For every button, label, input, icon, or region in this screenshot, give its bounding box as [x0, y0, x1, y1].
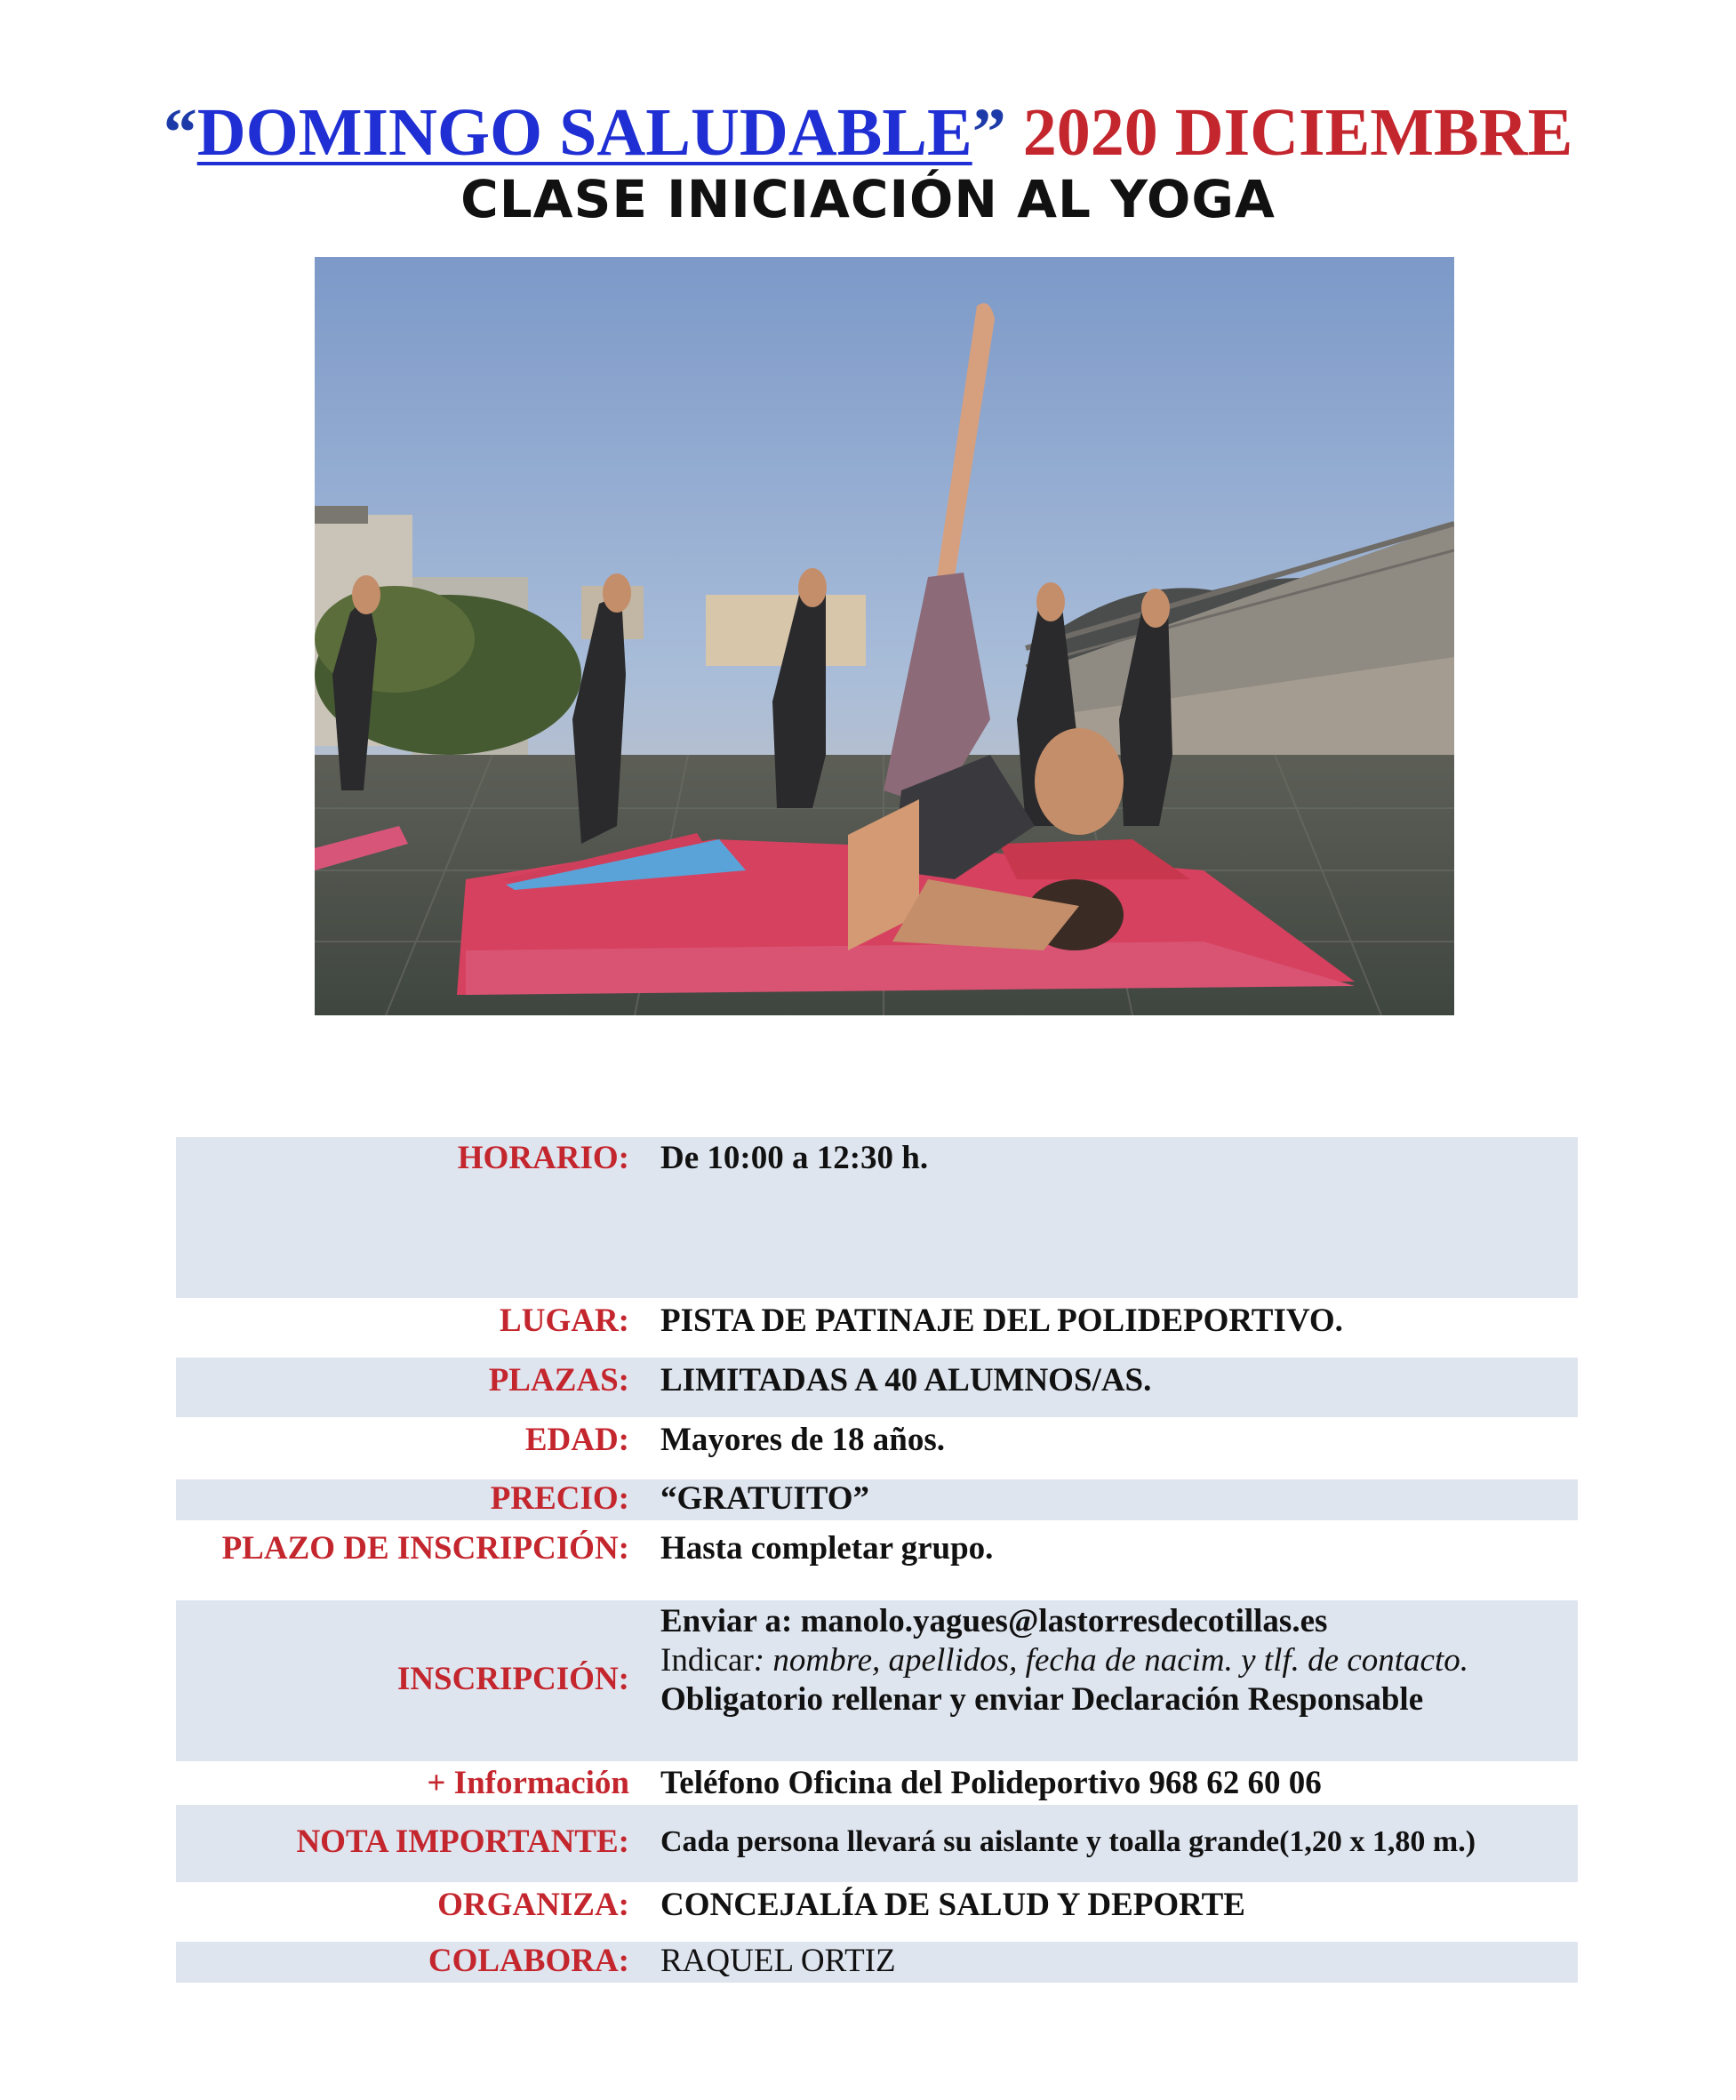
row-organiza	[176, 1882, 1578, 1942]
row-plazas	[176, 1358, 1578, 1417]
row-horario	[176, 1137, 1578, 1298]
colabora-label: COLABORA:	[428, 1943, 629, 1979]
edad-value: Mayores de 18 años.	[660, 1422, 945, 1458]
inscripcion-instructions-line	[660, 1641, 1576, 1680]
row-plazo	[176, 1520, 1578, 1600]
organiza-value: CONCEJALÍA DE SALUD Y DEPORTE	[660, 1887, 1245, 1923]
nota-label: NOTA IMPORTANTE:	[296, 1823, 629, 1860]
plazas-value: LIMITADAS A 40 ALUMNOS/AS.	[660, 1362, 1152, 1399]
precio-value: “GRATUITO”	[660, 1480, 870, 1517]
row-edad	[176, 1417, 1578, 1479]
title-year: 2020	[1022, 95, 1158, 170]
row-precio	[176, 1479, 1578, 1520]
organiza-label: ORGANIZA:	[437, 1887, 629, 1923]
edad-label: EDAD:	[524, 1422, 629, 1458]
inscripcion-value	[660, 1602, 1576, 1719]
nota-value: Cada persona llevará su aislante y toalla grande(1,20 x 1,80 m.)	[660, 1825, 1476, 1858]
informacion-value: Teléfono Oficina del Polideportivo 968 62 60 06	[660, 1765, 1322, 1801]
title-close-quote: ”	[972, 95, 1006, 170]
title-month: DICIEMBRE	[1174, 95, 1573, 170]
inscripcion-email-line[interactable]: Enviar a: manolo.yagues@lastorresdecotillas.es	[660, 1603, 1328, 1639]
plazas-label: PLAZAS:	[488, 1362, 629, 1399]
plazo-label: PLAZO DE INSCRIPCIÓN:	[221, 1530, 629, 1567]
yoga-class-photo	[315, 257, 1454, 1015]
horario-value: De 10:00 a 12:30 h.	[660, 1140, 929, 1176]
title-link[interactable]: DOMINGO SALUDABLE	[196, 95, 972, 170]
row-nota	[176, 1805, 1578, 1882]
horario-label: HORARIO:	[457, 1140, 629, 1176]
inscripcion-declaration-line: Obligatorio rellenar y enviar Declaración Responsable	[660, 1681, 1424, 1718]
lugar-label: LUGAR:	[500, 1302, 629, 1339]
event-info-table	[176, 1137, 1578, 1983]
informacion-label: + Información	[427, 1765, 629, 1801]
row-informacion	[176, 1761, 1578, 1805]
inscripcion-label: INSCRIPCIÓN:	[396, 1661, 629, 1697]
title-open-quote: “	[163, 95, 197, 170]
row-lugar	[176, 1298, 1578, 1358]
instructions-prefix: Indicar	[660, 1642, 754, 1679]
lugar-value: PISTA DE PATINAJE DEL POLIDEPORTIVO.	[660, 1302, 1343, 1339]
plazo-value: Hasta completar grupo.	[660, 1530, 994, 1567]
row-inscripcion	[176, 1600, 1578, 1761]
precio-label: PRECIO:	[490, 1480, 629, 1517]
instructions-details: : nombre, apellidos, fecha de nacim. y tlf. de contacto.	[753, 1642, 1468, 1679]
page-subtitle: CLASE INICIACIÓN AL YOGA	[460, 169, 1276, 229]
row-colabora	[176, 1942, 1578, 1983]
colabora-value: RAQUEL ORTIZ	[660, 1943, 896, 1979]
page-title	[0, 92, 1736, 172]
